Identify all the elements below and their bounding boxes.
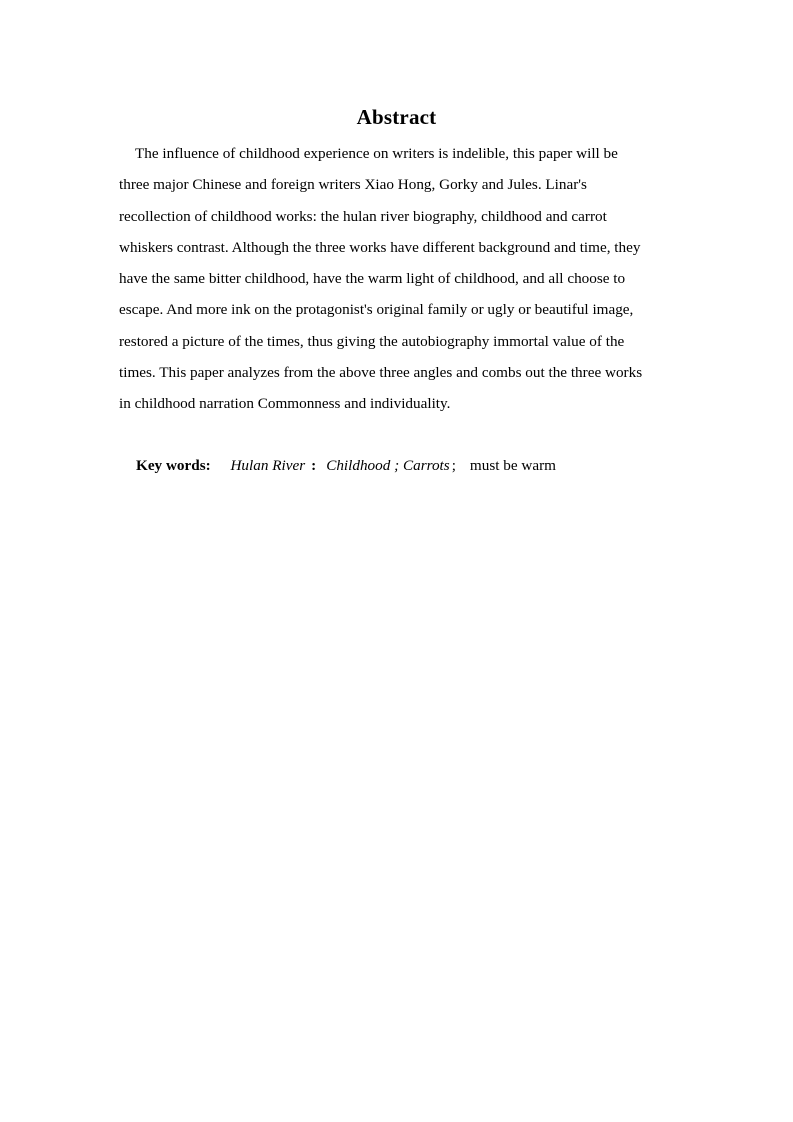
keyword-item: Hulan River: [230, 457, 306, 474]
keywords-line: [136, 455, 556, 477]
abstract-line: three major Chinese and foreign writers Xiao Hong, Gorky and Jules. Linar's: [119, 176, 587, 194]
abstract-line: have the same bitter childhood, have the warm light of childhood, and all choose to: [119, 270, 626, 288]
keyword-item: must be warm: [469, 457, 556, 474]
abstract-line: times. This paper analyzes from the above three angles and combs out the three works: [119, 364, 643, 382]
abstract-line: recollection of childhood works: the hulan river biography, childhood and carrot: [119, 207, 607, 225]
abstract-line: The influence of childhood experience on writers is indelible, this paper will be: [135, 145, 618, 162]
abstract-line: whiskers contrast. Although the three works have different background and time, they: [119, 238, 641, 256]
abstract-line: escape. And more ink on the protagonist's original family or ugly or beautiful image,: [119, 301, 634, 319]
abstract-line: in childhood narration Commonness and individuality.: [119, 395, 451, 413]
abstract-body: [119, 143, 679, 425]
keyword-item: Childhood ; Carrots: [326, 457, 450, 474]
abstract-line: restored a picture of the times, thus giving the autobiography immortal value of the: [119, 332, 625, 350]
keywords-label: Key words:: [136, 457, 211, 474]
abstract-title: Abstract: [356, 105, 437, 129]
keyword-separator: :: [311, 457, 317, 474]
keyword-separator: ;: [451, 457, 456, 474]
